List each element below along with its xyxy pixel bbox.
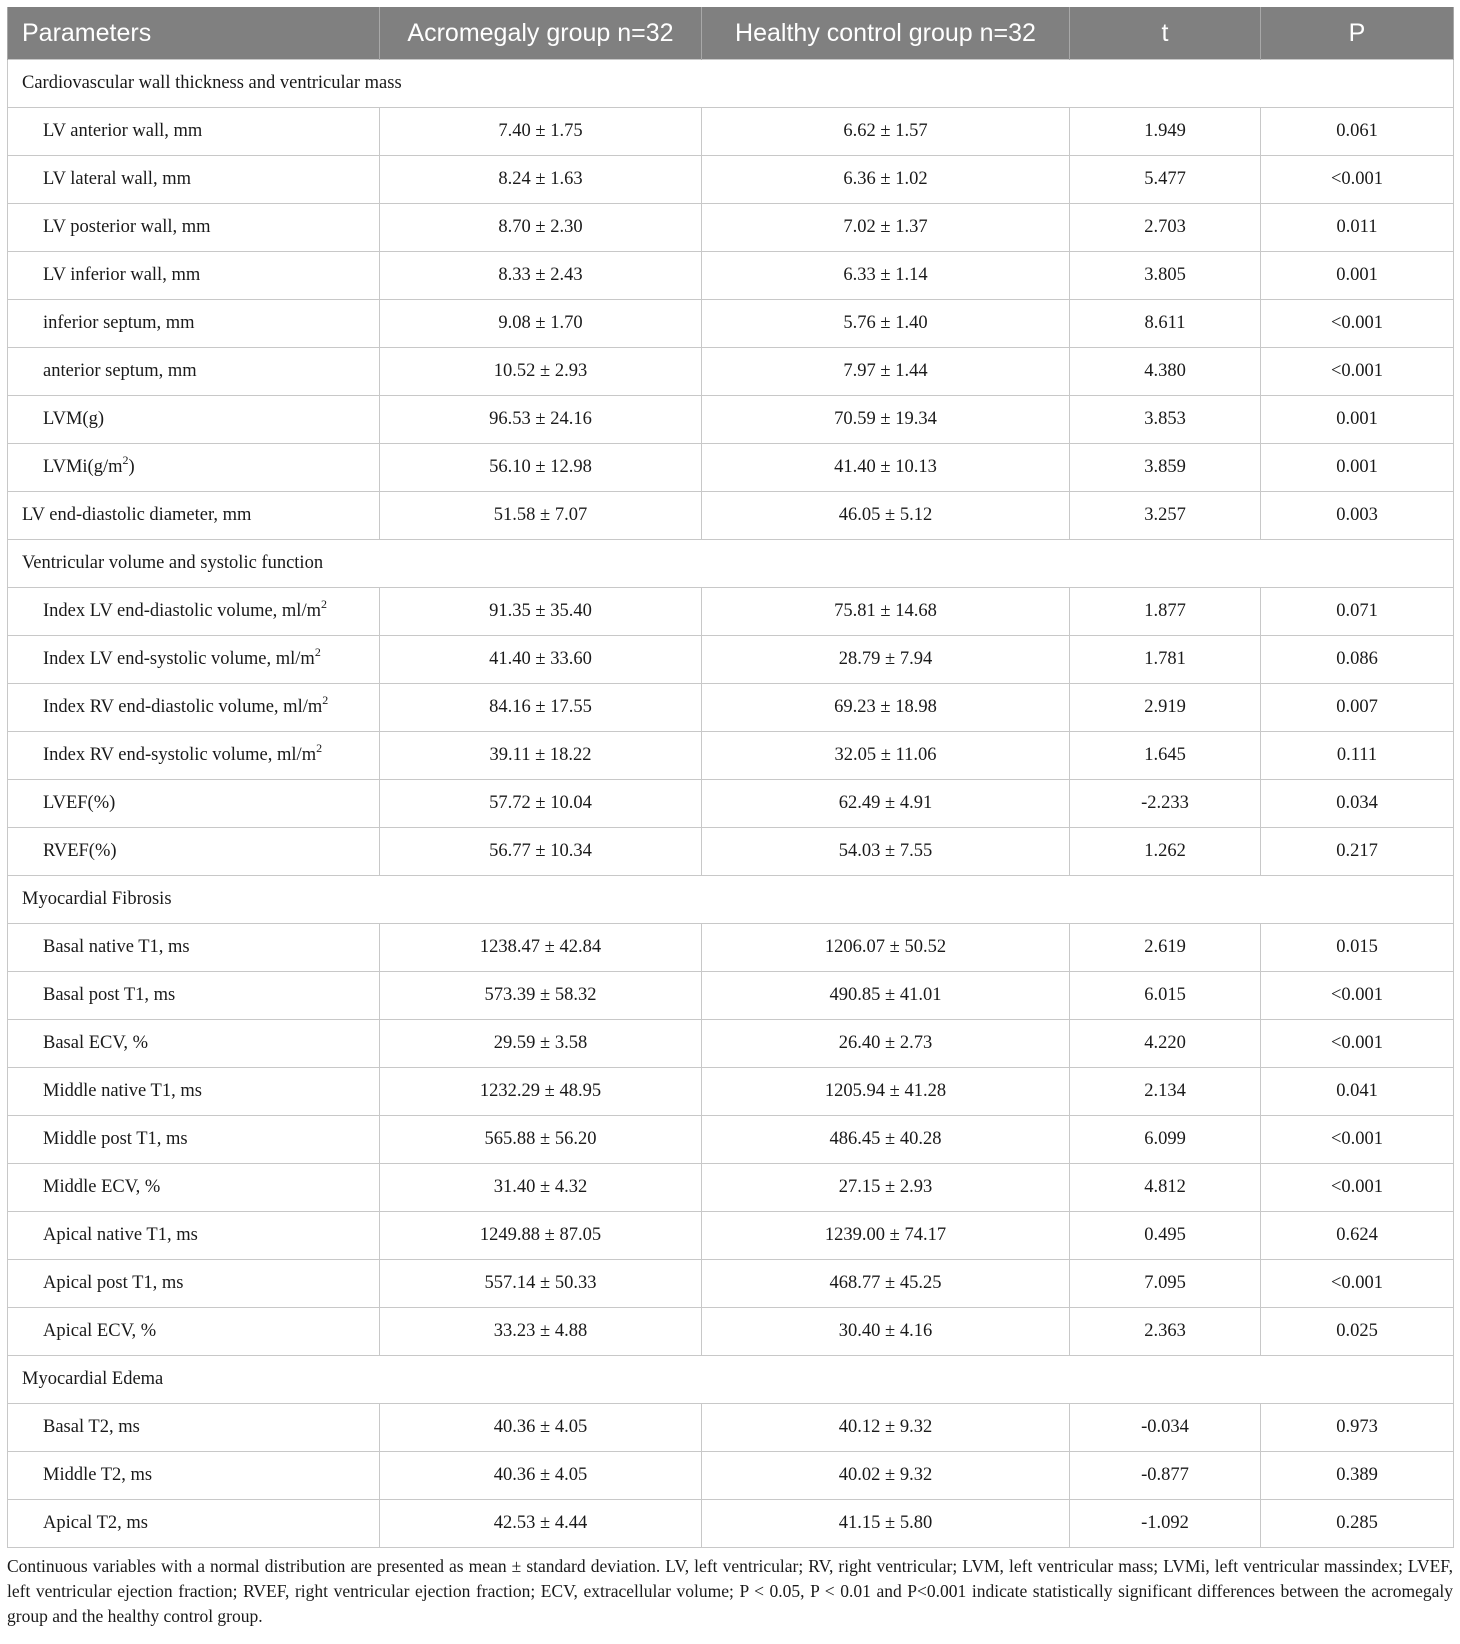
table-header-row <box>8 7 1454 60</box>
parameter-label: Apical native T1, ms <box>43 1225 198 1245</box>
control-value-cell: 54.03 ± 7.55 <box>702 828 1070 876</box>
p-value-cell: <0.001 <box>1261 1116 1454 1164</box>
parameter-label: anterior septum, mm <box>43 361 197 381</box>
acromegaly-value-cell: 41.40 ± 33.60 <box>380 636 702 684</box>
p-value-cell: 0.217 <box>1261 828 1454 876</box>
control-value-cell: 69.23 ± 18.98 <box>702 684 1070 732</box>
parameter-cell <box>8 444 380 492</box>
table-row <box>8 1212 1454 1260</box>
acromegaly-value-cell: 56.77 ± 10.34 <box>380 828 702 876</box>
table-row <box>8 684 1454 732</box>
table-row <box>8 972 1454 1020</box>
control-value-cell: 468.77 ± 45.25 <box>702 1260 1070 1308</box>
t-value-cell: 1.949 <box>1070 108 1261 156</box>
table-row <box>8 300 1454 348</box>
acromegaly-value-cell: 42.53 ± 4.44 <box>380 1500 702 1548</box>
header-healthy-control-group: Healthy control group n=32 <box>702 7 1070 60</box>
p-value-cell: 0.041 <box>1261 1068 1454 1116</box>
acromegaly-value-cell: 565.88 ± 56.20 <box>380 1116 702 1164</box>
parameter-cell <box>8 396 380 444</box>
section-title: Myocardial Fibrosis <box>8 876 1454 924</box>
parameter-superscript: 2 <box>322 693 329 707</box>
parameter-label: Index RV end-diastolic volume, ml/m <box>43 697 323 717</box>
parameter-label: LV end-diastolic diameter, mm <box>22 505 252 525</box>
parameter-cell <box>8 1020 380 1068</box>
t-value-cell: 1.262 <box>1070 828 1261 876</box>
parameter-label: RVEF(%) <box>43 841 117 861</box>
p-value-cell: 0.086 <box>1261 636 1454 684</box>
acromegaly-value-cell: 10.52 ± 2.93 <box>380 348 702 396</box>
section-header-row <box>8 1356 1454 1404</box>
parameter-cell <box>8 156 380 204</box>
control-value-cell: 41.15 ± 5.80 <box>702 1500 1070 1548</box>
t-value-cell: 4.380 <box>1070 348 1261 396</box>
p-value-cell: 0.001 <box>1261 252 1454 300</box>
section-header-row <box>8 540 1454 588</box>
control-value-cell: 1239.00 ± 74.17 <box>702 1212 1070 1260</box>
parameter-cell <box>8 252 380 300</box>
control-value-cell: 62.49 ± 4.91 <box>702 780 1070 828</box>
control-value-cell: 30.40 ± 4.16 <box>702 1308 1070 1356</box>
control-value-cell: 6.33 ± 1.14 <box>702 252 1070 300</box>
p-value-cell: 0.061 <box>1261 108 1454 156</box>
p-value-cell: 0.007 <box>1261 684 1454 732</box>
table-row <box>8 1164 1454 1212</box>
parameter-label: Basal ECV, % <box>43 1033 149 1053</box>
control-value-cell: 6.36 ± 1.02 <box>702 156 1070 204</box>
acromegaly-value-cell: 40.36 ± 4.05 <box>380 1452 702 1500</box>
t-value-cell: 3.859 <box>1070 444 1261 492</box>
control-value-cell: 32.05 ± 11.06 <box>702 732 1070 780</box>
acromegaly-value-cell: 31.40 ± 4.32 <box>380 1164 702 1212</box>
t-value-cell: 1.645 <box>1070 732 1261 780</box>
p-value-cell: <0.001 <box>1261 348 1454 396</box>
parameter-cell <box>8 1212 380 1260</box>
p-value-cell: <0.001 <box>1261 156 1454 204</box>
parameter-superscript: 2 <box>316 741 323 755</box>
t-value-cell: -0.034 <box>1070 1404 1261 1452</box>
acromegaly-value-cell: 57.72 ± 10.04 <box>380 780 702 828</box>
t-value-cell: -2.233 <box>1070 780 1261 828</box>
control-value-cell: 46.05 ± 5.12 <box>702 492 1070 540</box>
acromegaly-value-cell: 51.58 ± 7.07 <box>380 492 702 540</box>
parameter-cell <box>8 684 380 732</box>
t-value-cell: 8.611 <box>1070 300 1261 348</box>
table-body <box>8 60 1454 1548</box>
p-value-cell: 0.034 <box>1261 780 1454 828</box>
table-row <box>8 348 1454 396</box>
parameter-cell <box>8 636 380 684</box>
parameter-label: Middle native T1, ms <box>43 1081 202 1101</box>
t-value-cell: 3.257 <box>1070 492 1261 540</box>
parameter-label: Index RV end-systolic volume, ml/m <box>43 745 317 765</box>
parameter-cell <box>8 300 380 348</box>
parameter-cell <box>8 1116 380 1164</box>
parameter-label: LV anterior wall, mm <box>43 121 203 141</box>
parameter-cell <box>8 1308 380 1356</box>
table-row <box>8 156 1454 204</box>
control-value-cell: 40.02 ± 9.32 <box>702 1452 1070 1500</box>
p-value-cell: 0.111 <box>1261 732 1454 780</box>
table-row <box>8 636 1454 684</box>
table-row <box>8 252 1454 300</box>
parameter-cell <box>8 1404 380 1452</box>
t-value-cell: 0.495 <box>1070 1212 1261 1260</box>
acromegaly-value-cell: 1238.47 ± 42.84 <box>380 924 702 972</box>
results-table <box>7 7 1454 1548</box>
t-value-cell: 1.877 <box>1070 588 1261 636</box>
header-t: t <box>1070 7 1261 60</box>
t-value-cell: 6.099 <box>1070 1116 1261 1164</box>
section-header-row <box>8 876 1454 924</box>
control-value-cell: 41.40 ± 10.13 <box>702 444 1070 492</box>
parameter-cell <box>8 1068 380 1116</box>
control-value-cell: 1205.94 ± 41.28 <box>702 1068 1070 1116</box>
table-footnote: Continuous variables with a normal distribution are presented as mean ± standard deviation. LV, left ventricular; RV, right ventricular; LVM, left ventricular mass; LVMi, left ventricular massindex; LVEF, left ventricular ejection fraction; RVEF, right ventricular ejection fraction; ECV, extracellular volume; P < 0.05, P < 0.01 and P<0.001 indicate statistically significant differences between the acromegaly group and the healthy control group. <box>7 1556 1453 1626</box>
acromegaly-value-cell: 1232.29 ± 48.95 <box>380 1068 702 1116</box>
parameter-suffix: ) <box>128 457 135 477</box>
parameter-label: LV lateral wall, mm <box>43 169 191 189</box>
control-value-cell: 40.12 ± 9.32 <box>702 1404 1070 1452</box>
acromegaly-value-cell: 96.53 ± 24.16 <box>380 396 702 444</box>
parameter-cell <box>8 828 380 876</box>
table-row <box>8 396 1454 444</box>
acromegaly-value-cell: 91.35 ± 35.40 <box>380 588 702 636</box>
acromegaly-value-cell: 8.24 ± 1.63 <box>380 156 702 204</box>
table-row <box>8 1308 1454 1356</box>
p-value-cell: 0.285 <box>1261 1500 1454 1548</box>
control-value-cell: 26.40 ± 2.73 <box>702 1020 1070 1068</box>
parameter-cell <box>8 972 380 1020</box>
parameter-label: Basal native T1, ms <box>43 937 190 957</box>
parameter-label: Basal post T1, ms <box>43 985 176 1005</box>
table-row <box>8 444 1454 492</box>
t-value-cell: 7.095 <box>1070 1260 1261 1308</box>
p-value-cell: 0.071 <box>1261 588 1454 636</box>
control-value-cell: 75.81 ± 14.68 <box>702 588 1070 636</box>
control-value-cell: 27.15 ± 2.93 <box>702 1164 1070 1212</box>
acromegaly-value-cell: 8.33 ± 2.43 <box>380 252 702 300</box>
parameter-label: LVM(g) <box>43 409 104 429</box>
table-container <box>7 7 1453 1629</box>
t-value-cell: 4.812 <box>1070 1164 1261 1212</box>
t-value-cell: 3.853 <box>1070 396 1261 444</box>
p-value-cell: <0.001 <box>1261 1260 1454 1308</box>
table-row <box>8 1116 1454 1164</box>
parameter-label: LVEF(%) <box>43 793 116 813</box>
parameter-cell <box>8 1452 380 1500</box>
p-value-cell: 0.001 <box>1261 396 1454 444</box>
acromegaly-value-cell: 56.10 ± 12.98 <box>380 444 702 492</box>
parameter-label: Index LV end-systolic volume, ml/m <box>43 649 315 669</box>
acromegaly-value-cell: 557.14 ± 50.33 <box>380 1260 702 1308</box>
table-row <box>8 1500 1454 1548</box>
p-value-cell: 0.389 <box>1261 1452 1454 1500</box>
p-value-cell: 0.003 <box>1261 492 1454 540</box>
table-row <box>8 204 1454 252</box>
section-title: Ventricular volume and systolic function <box>8 540 1454 588</box>
parameter-label: Middle T2, ms <box>43 1465 153 1485</box>
t-value-cell: 2.134 <box>1070 1068 1261 1116</box>
t-value-cell: 2.363 <box>1070 1308 1261 1356</box>
table-row <box>8 828 1454 876</box>
p-value-cell: 0.025 <box>1261 1308 1454 1356</box>
acromegaly-value-cell: 39.11 ± 18.22 <box>380 732 702 780</box>
p-value-cell: 0.624 <box>1261 1212 1454 1260</box>
parameter-label: Index LV end-diastolic volume, ml/m <box>43 601 321 621</box>
parameter-label: Middle ECV, % <box>43 1177 161 1197</box>
table-row <box>8 1260 1454 1308</box>
parameter-superscript: 2 <box>320 597 327 611</box>
control-value-cell: 6.62 ± 1.57 <box>702 108 1070 156</box>
control-value-cell: 70.59 ± 19.34 <box>702 396 1070 444</box>
p-value-cell: <0.001 <box>1261 1020 1454 1068</box>
p-value-cell: <0.001 <box>1261 300 1454 348</box>
section-title: Cardiovascular wall thickness and ventricular mass <box>8 60 1454 108</box>
acromegaly-value-cell: 573.39 ± 58.32 <box>380 972 702 1020</box>
control-value-cell: 5.76 ± 1.40 <box>702 300 1070 348</box>
parameter-cell <box>8 1260 380 1308</box>
acromegaly-value-cell: 8.70 ± 2.30 <box>380 204 702 252</box>
acromegaly-value-cell: 84.16 ± 17.55 <box>380 684 702 732</box>
parameter-label: inferior septum, mm <box>43 313 195 333</box>
acromegaly-value-cell: 7.40 ± 1.75 <box>380 108 702 156</box>
table-row <box>8 588 1454 636</box>
parameter-label: Apical ECV, % <box>43 1321 157 1341</box>
p-value-cell: 0.001 <box>1261 444 1454 492</box>
p-value-cell: <0.001 <box>1261 1164 1454 1212</box>
control-value-cell: 7.02 ± 1.37 <box>702 204 1070 252</box>
table-row <box>8 1020 1454 1068</box>
table-row <box>8 1452 1454 1500</box>
table-row <box>8 108 1454 156</box>
parameter-cell <box>8 1164 380 1212</box>
t-value-cell: 3.805 <box>1070 252 1261 300</box>
acromegaly-value-cell: 9.08 ± 1.70 <box>380 300 702 348</box>
table-row <box>8 492 1454 540</box>
header-p: P <box>1261 7 1454 60</box>
parameter-cell <box>8 204 380 252</box>
t-value-cell: 4.220 <box>1070 1020 1261 1068</box>
t-value-cell: 6.015 <box>1070 972 1261 1020</box>
acromegaly-value-cell: 1249.88 ± 87.05 <box>380 1212 702 1260</box>
t-value-cell: 2.703 <box>1070 204 1261 252</box>
p-value-cell: 0.015 <box>1261 924 1454 972</box>
parameter-cell <box>8 108 380 156</box>
table-row <box>8 1068 1454 1116</box>
p-value-cell: <0.001 <box>1261 972 1454 1020</box>
table-row <box>8 732 1454 780</box>
parameter-cell <box>8 780 380 828</box>
parameter-cell <box>8 732 380 780</box>
t-value-cell: -0.877 <box>1070 1452 1261 1500</box>
acromegaly-value-cell: 40.36 ± 4.05 <box>380 1404 702 1452</box>
parameter-cell <box>8 492 380 540</box>
control-value-cell: 7.97 ± 1.44 <box>702 348 1070 396</box>
parameter-superscript: 2 <box>122 453 129 467</box>
acromegaly-value-cell: 33.23 ± 4.88 <box>380 1308 702 1356</box>
table-row <box>8 1404 1454 1452</box>
header-acromegaly-group: Acromegaly group n=32 <box>380 7 702 60</box>
parameter-cell <box>8 1500 380 1548</box>
p-value-cell: 0.973 <box>1261 1404 1454 1452</box>
p-value-cell: 0.011 <box>1261 204 1454 252</box>
control-value-cell: 28.79 ± 7.94 <box>702 636 1070 684</box>
t-value-cell: 2.919 <box>1070 684 1261 732</box>
parameter-label: Basal T2, ms <box>43 1417 140 1437</box>
control-value-cell: 490.85 ± 41.01 <box>702 972 1070 1020</box>
t-value-cell: 2.619 <box>1070 924 1261 972</box>
t-value-cell: 1.781 <box>1070 636 1261 684</box>
section-header-row <box>8 60 1454 108</box>
table-row <box>8 924 1454 972</box>
parameter-superscript: 2 <box>314 645 321 659</box>
header-parameters: Parameters <box>8 7 380 60</box>
control-value-cell: 1206.07 ± 50.52 <box>702 924 1070 972</box>
table-row <box>8 780 1454 828</box>
section-title: Myocardial Edema <box>8 1356 1454 1404</box>
parameter-cell <box>8 924 380 972</box>
t-value-cell: -1.092 <box>1070 1500 1261 1548</box>
parameter-label: LV inferior wall, mm <box>43 265 201 285</box>
acromegaly-value-cell: 29.59 ± 3.58 <box>380 1020 702 1068</box>
parameter-label: Apical post T1, ms <box>43 1273 184 1293</box>
parameter-label: Middle post T1, ms <box>43 1129 188 1149</box>
t-value-cell: 5.477 <box>1070 156 1261 204</box>
parameter-cell <box>8 348 380 396</box>
parameter-label: LVMi(g/m <box>43 457 123 477</box>
control-value-cell: 486.45 ± 40.28 <box>702 1116 1070 1164</box>
parameter-cell <box>8 588 380 636</box>
parameter-label: Apical T2, ms <box>43 1513 148 1533</box>
parameter-label: LV posterior wall, mm <box>43 217 211 237</box>
